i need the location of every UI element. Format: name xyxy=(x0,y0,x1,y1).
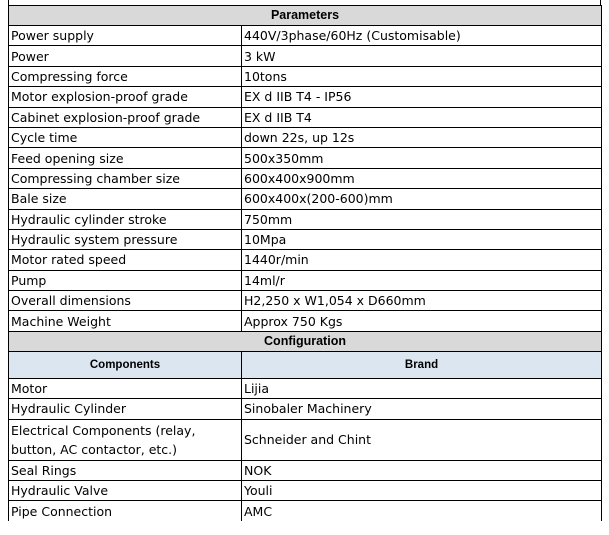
param-label: Cabinet explosion-proof grade xyxy=(9,107,242,127)
component-name: Electrical Components (relay, button, AC contactor, etc.) xyxy=(9,419,242,460)
param-value: 3 kW xyxy=(242,46,602,66)
component-brand: Schneider and Chint xyxy=(242,419,602,460)
param-label: Pump xyxy=(9,270,242,290)
param-row xyxy=(9,46,602,66)
param-value: 1440r/min xyxy=(242,250,602,270)
config-row xyxy=(9,419,602,460)
component-name: Seal Rings xyxy=(9,460,242,480)
param-label: Hydraulic cylinder stroke xyxy=(9,209,242,229)
component-name: Hydraulic Cylinder xyxy=(9,399,242,419)
param-row xyxy=(9,189,602,209)
config-row xyxy=(9,460,602,480)
param-label: Overall dimensions xyxy=(9,291,242,311)
param-label: Power supply xyxy=(9,26,242,46)
component-brand: NOK xyxy=(242,460,602,480)
previous-row-fragment xyxy=(8,0,601,5)
configuration-header-row xyxy=(9,331,602,351)
spec-sheet xyxy=(8,0,601,521)
param-value: EX d IIB T4 xyxy=(242,107,602,127)
param-label: Compressing force xyxy=(9,66,242,86)
component-name: Pipe Connection xyxy=(9,501,242,521)
parameters-header-row xyxy=(9,6,602,26)
component-name: Hydraulic Valve xyxy=(9,481,242,501)
component-brand: Youli xyxy=(242,481,602,501)
config-row xyxy=(9,378,602,398)
param-row xyxy=(9,229,602,249)
param-value: 500x350mm xyxy=(242,148,602,168)
param-label: Feed opening size xyxy=(9,148,242,168)
param-row xyxy=(9,148,602,168)
param-label: Power xyxy=(9,46,242,66)
param-value: H2,250 x W1,054 x D660mm xyxy=(242,291,602,311)
param-label: Compressing chamber size xyxy=(9,168,242,188)
param-label: Hydraulic system pressure xyxy=(9,229,242,249)
param-value: 600x400x(200-600)mm xyxy=(242,189,602,209)
param-row xyxy=(9,87,602,107)
param-value: 600x400x900mm xyxy=(242,168,602,188)
spec-table xyxy=(8,5,602,521)
configuration-title: Configuration xyxy=(9,331,602,351)
param-value: 440V/3phase/60Hz (Customisable) xyxy=(242,26,602,46)
param-label: Motor explosion-proof grade xyxy=(9,87,242,107)
param-value: 14ml/r xyxy=(242,270,602,290)
component-brand: AMC xyxy=(242,501,602,521)
param-row xyxy=(9,291,602,311)
config-row xyxy=(9,399,602,419)
param-row xyxy=(9,168,602,188)
parameters-title: Parameters xyxy=(9,6,602,26)
param-label: Motor rated speed xyxy=(9,250,242,270)
param-row xyxy=(9,270,602,290)
config-row xyxy=(9,481,602,501)
param-value: Approx 750 Kgs xyxy=(242,311,602,331)
param-label: Bale size xyxy=(9,189,242,209)
param-row xyxy=(9,26,602,46)
components-column-header: Components xyxy=(9,351,242,378)
component-name: Motor xyxy=(9,378,242,398)
param-row xyxy=(9,250,602,270)
param-value: EX d IIB T4 - IP56 xyxy=(242,87,602,107)
brand-column-header: Brand xyxy=(242,351,602,378)
param-value: 10tons xyxy=(242,66,602,86)
param-row xyxy=(9,127,602,147)
component-brand: Lijia xyxy=(242,378,602,398)
param-label: Machine Weight xyxy=(9,311,242,331)
param-row xyxy=(9,66,602,86)
param-label: Cycle time xyxy=(9,127,242,147)
config-row xyxy=(9,501,602,521)
param-value: 10Mpa xyxy=(242,229,602,249)
param-value: down 22s, up 12s xyxy=(242,127,602,147)
param-value: 750mm xyxy=(242,209,602,229)
component-brand: Sinobaler Machinery xyxy=(242,399,602,419)
param-row xyxy=(9,311,602,331)
param-row xyxy=(9,107,602,127)
configuration-column-headers xyxy=(9,351,602,378)
param-row xyxy=(9,209,602,229)
